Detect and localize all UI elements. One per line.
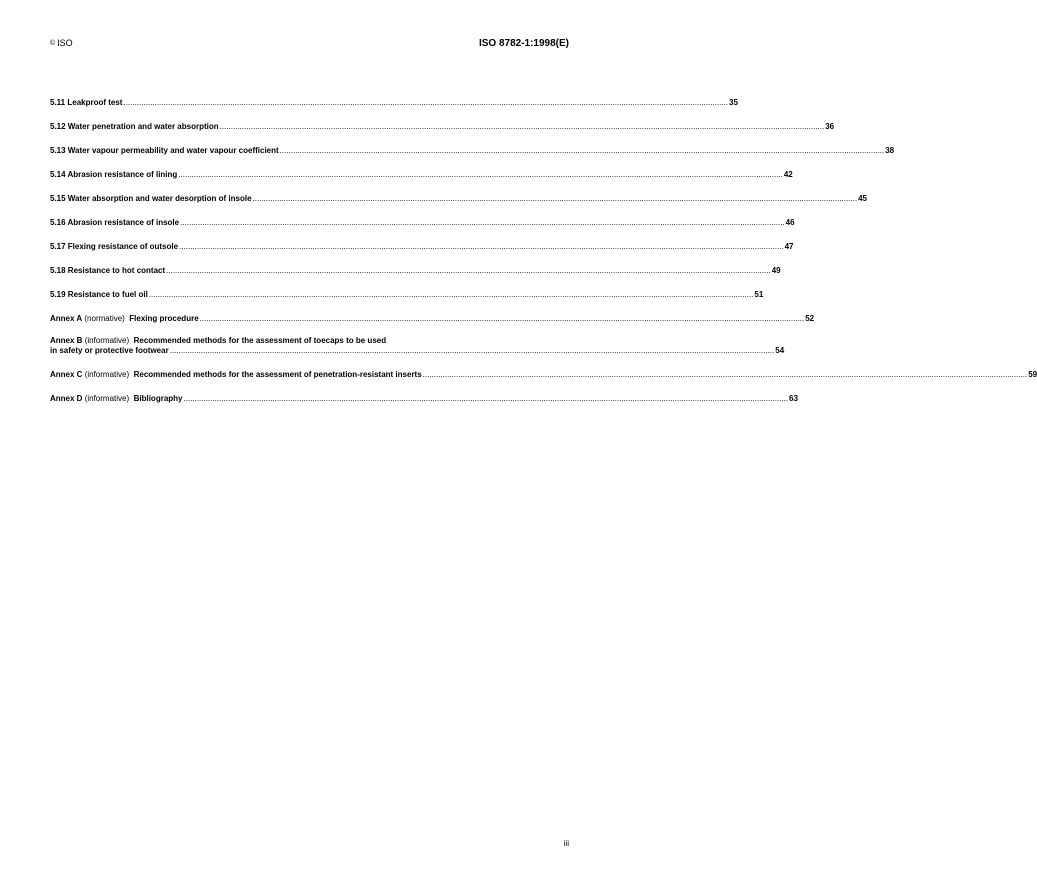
- annex-title: Recommended methods for the assessment of penetration-resistant inserts: [133, 370, 422, 379]
- toc-entry-5-14[interactable]: [50, 156, 793, 180]
- annex-kind: (informative): [84, 370, 130, 379]
- toc-entry-page: 38: [885, 146, 895, 155]
- toc-leader-dots: [200, 314, 805, 324]
- toc-entry-page: 42: [783, 170, 793, 179]
- annex-title: Flexing procedure: [129, 314, 199, 323]
- toc-entry-page: 36: [825, 122, 835, 131]
- toc-entry-annex-d[interactable]: [50, 380, 798, 404]
- annex-letter: Annex D: [50, 394, 83, 403]
- header-org: ISO: [57, 38, 73, 48]
- toc-entry-label: 5.18 Resistance to hot contact: [50, 266, 166, 275]
- annex-title: Bibliography: [133, 394, 183, 403]
- toc-leader-dots: [123, 98, 728, 108]
- toc-entry-5-19[interactable]: [50, 276, 764, 300]
- annex-letter: Annex A: [50, 314, 83, 323]
- toc-entry-annex-a[interactable]: [50, 300, 815, 324]
- header-copyright: [50, 38, 73, 48]
- toc-leader-dots: [170, 346, 775, 356]
- toc-entry-annex-b[interactable]: [50, 324, 785, 356]
- toc-entry-label: 5.16 Abrasion resistance of insole: [50, 218, 180, 227]
- toc-entry-page: 52: [805, 314, 815, 323]
- toc-leader-dots: [253, 194, 858, 204]
- toc-entry-page: 49: [771, 266, 781, 275]
- toc-entry-5-12[interactable]: [50, 108, 835, 132]
- annex-kind: (informative): [84, 336, 130, 345]
- toc-entry-page: 35: [729, 98, 738, 107]
- toc-leader-dots: [166, 266, 771, 276]
- toc-leader-dots: [220, 122, 825, 132]
- toc-entry-5-11[interactable]: [50, 84, 738, 108]
- page-number: iii: [563, 839, 569, 848]
- toc-leader-dots: [178, 170, 783, 180]
- toc-entry-page: 51: [754, 290, 764, 299]
- toc-entry-5-13[interactable]: [50, 132, 895, 156]
- annex-title-line1: Recommended methods for the assessment of toecaps to be used: [133, 336, 387, 345]
- toc-entry-page: 45: [858, 194, 867, 203]
- toc-entry-5-15[interactable]: [50, 180, 867, 204]
- toc-entry-label: 5.15 Water absorption and water desorption of insole: [50, 194, 252, 203]
- toc-entry-label: 5.13 Water vapour permeability and water vapour coefficient: [50, 146, 279, 155]
- toc-entry-label: 5.11 Leakproof test: [50, 98, 123, 107]
- toc-entry-5-16[interactable]: [50, 204, 795, 228]
- toc-leader-dots: [179, 242, 784, 252]
- annex-letter: Annex B: [50, 336, 83, 345]
- toc-leader-dots: [180, 218, 785, 228]
- annex-kind: (normative): [84, 314, 125, 323]
- toc-entry-page: 47: [784, 242, 794, 251]
- toc-entry-5-17[interactable]: [50, 228, 794, 252]
- annex-kind: (informative): [84, 394, 130, 403]
- annex-title-line2: in safety or protective footwear: [50, 346, 169, 355]
- toc-leader-dots: [149, 290, 754, 300]
- toc-entry-page: 59: [1028, 370, 1037, 379]
- table-of-contents: [50, 84, 1037, 404]
- toc-leader-dots: [423, 370, 1028, 380]
- toc-entry-page: 46: [785, 218, 795, 227]
- toc-entry-label: 5.14 Abrasion resistance of lining: [50, 170, 178, 179]
- toc-leader-dots: [183, 394, 788, 404]
- toc-entry-label: 5.19 Resistance to fuel oil: [50, 290, 148, 299]
- annex-letter: Annex C: [50, 370, 83, 379]
- toc-entry-annex-c[interactable]: [50, 356, 1037, 380]
- toc-entry-5-18[interactable]: [50, 252, 781, 276]
- toc-leader-dots: [280, 146, 885, 156]
- toc-entry-label: 5.12 Water penetration and water absorption: [50, 122, 219, 131]
- toc-entry-label: 5.17 Flexing resistance of outsole: [50, 242, 179, 251]
- header-standard-number: ISO 8782-1:1998(E): [478, 38, 569, 49]
- toc-entry-page: 54: [775, 346, 785, 355]
- toc-entry-page: 63: [789, 394, 798, 403]
- copyright-symbol: ©: [50, 40, 56, 47]
